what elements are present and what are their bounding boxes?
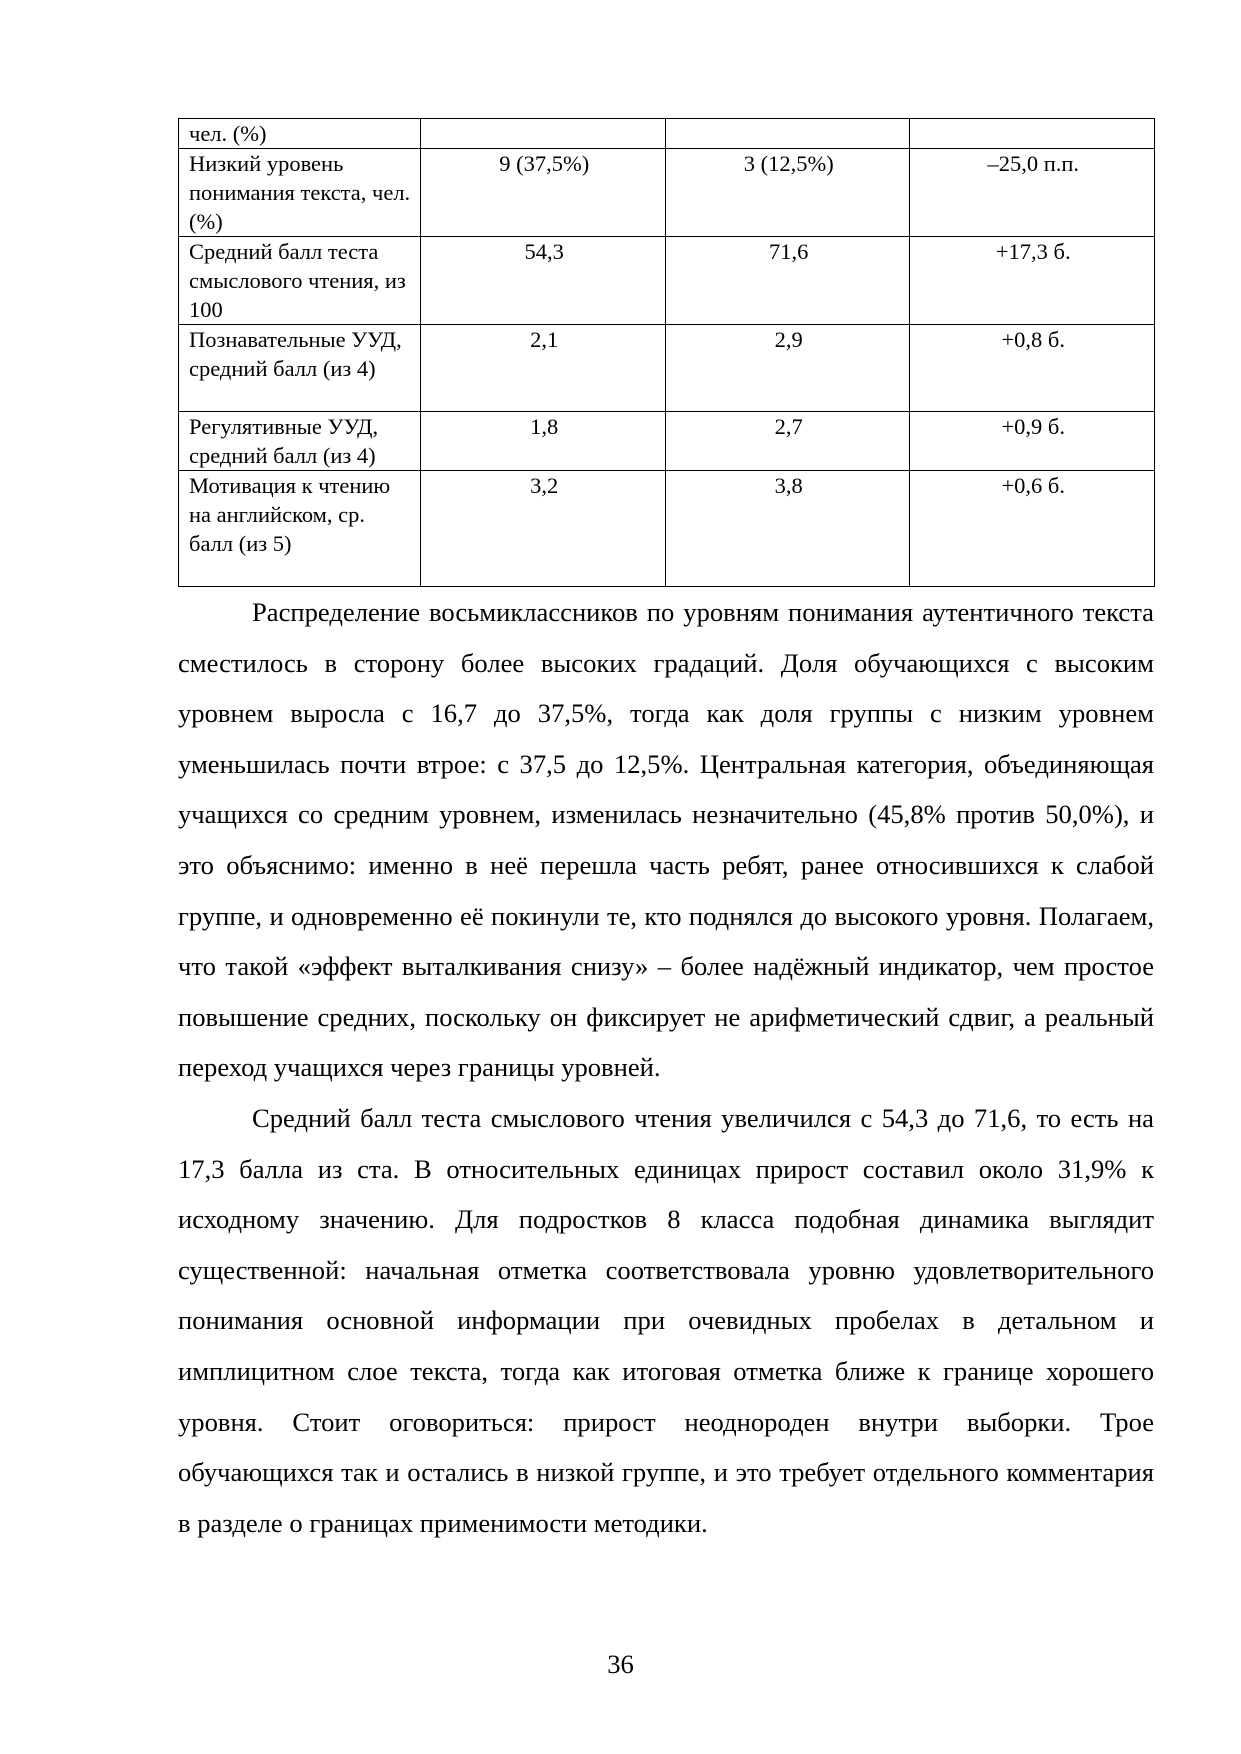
after-value: 2,9 (665, 325, 910, 412)
after-value: 71,6 (665, 237, 910, 325)
before-value: 2,1 (421, 325, 666, 412)
change-value: –25,0 п.п. (910, 149, 1155, 237)
table-row (179, 471, 1155, 587)
change-value: +17,3 б. (910, 237, 1155, 325)
change-value (910, 119, 1155, 149)
change-value: +0,8 б. (910, 325, 1155, 412)
table-row (179, 237, 1155, 325)
before-value: 9 (37,5%) (421, 149, 666, 237)
row-label: Мотивация к чтению на английском, ср. балл (из 5) (179, 471, 421, 587)
after-value: 3 (12,5%) (665, 149, 910, 237)
after-value: 2,7 (665, 412, 910, 471)
row-label: чел. (%) (179, 119, 421, 149)
table-row (179, 119, 1155, 149)
before-value (421, 119, 666, 149)
page-number: 36 (607, 1649, 634, 1679)
before-value: 54,3 (421, 237, 666, 325)
table-row (179, 325, 1155, 412)
document-page (178, 118, 1154, 1548)
after-value: 3,8 (665, 471, 910, 587)
table-row (179, 149, 1155, 237)
row-label: Низкий уровень понимания текста, чел. (%) (179, 149, 421, 237)
body-paragraph: Распределение восьмиклассников по уровням понимания аутентичного текста сместилось в сторону более высоких градаций. Доля обучающихся с высоким уровнем выросла с 16,7 до 37,5%, тогда как доля группы с низким уровнем уменьшилась почти втрое: с 37,5 до 12,5%. Центральная категория, объединяющая учащихся со средним уровнем, изменилась незначительно (45,8% против 50,0%), и это объяснимо: именно в неё перешла часть ребят, ранее относившихся к слабой группе, и одновременно её покинули те, кто поднялся до высокого уровня. Полагаем, что такой «эффект выталкивания снизу» – более надёжный индикатор, чем простое повышение средних, поскольку он фиксирует не арифметический сдвиг, а реальный переход учащихся через границы уровней. (178, 597, 1154, 1083)
after-value (665, 119, 910, 149)
row-label: Познавательные УУД, средний балл (из 4) (179, 325, 421, 412)
row-label: Средний балл теста смыслового чтения, из 100 (179, 237, 421, 325)
results-table (178, 118, 1155, 587)
before-value: 3,2 (421, 471, 666, 587)
before-value: 1,8 (421, 412, 666, 471)
change-value: +0,6 б. (910, 471, 1155, 587)
row-label: Регулятивные УУД, средний балл (из 4) (179, 412, 421, 471)
table-row (179, 412, 1155, 471)
change-value: +0,9 б. (910, 412, 1155, 471)
body-paragraph: Средний балл теста смыслового чтения увеличился с 54,3 до 71,6, то есть на 17,3 балла из ста. В относительных единицах прирост составил около 31,9% к исходному значению. Для подростков 8 класса подобная динамика выглядит существенной: начальная отметка соответствовала уровню удовлетворительного понимания основной информации при очевидных пробелах в детальном и имплицитном слое текста, тогда как итоговая отметка ближе к границе хорошего уровня. Стоит оговориться: прирост неоднороден внутри выборки. Трое обучающихся так и остались в низкой группе, и это требует отдельного комментария в разделе о границах применимости методики. (178, 1102, 1154, 1538)
